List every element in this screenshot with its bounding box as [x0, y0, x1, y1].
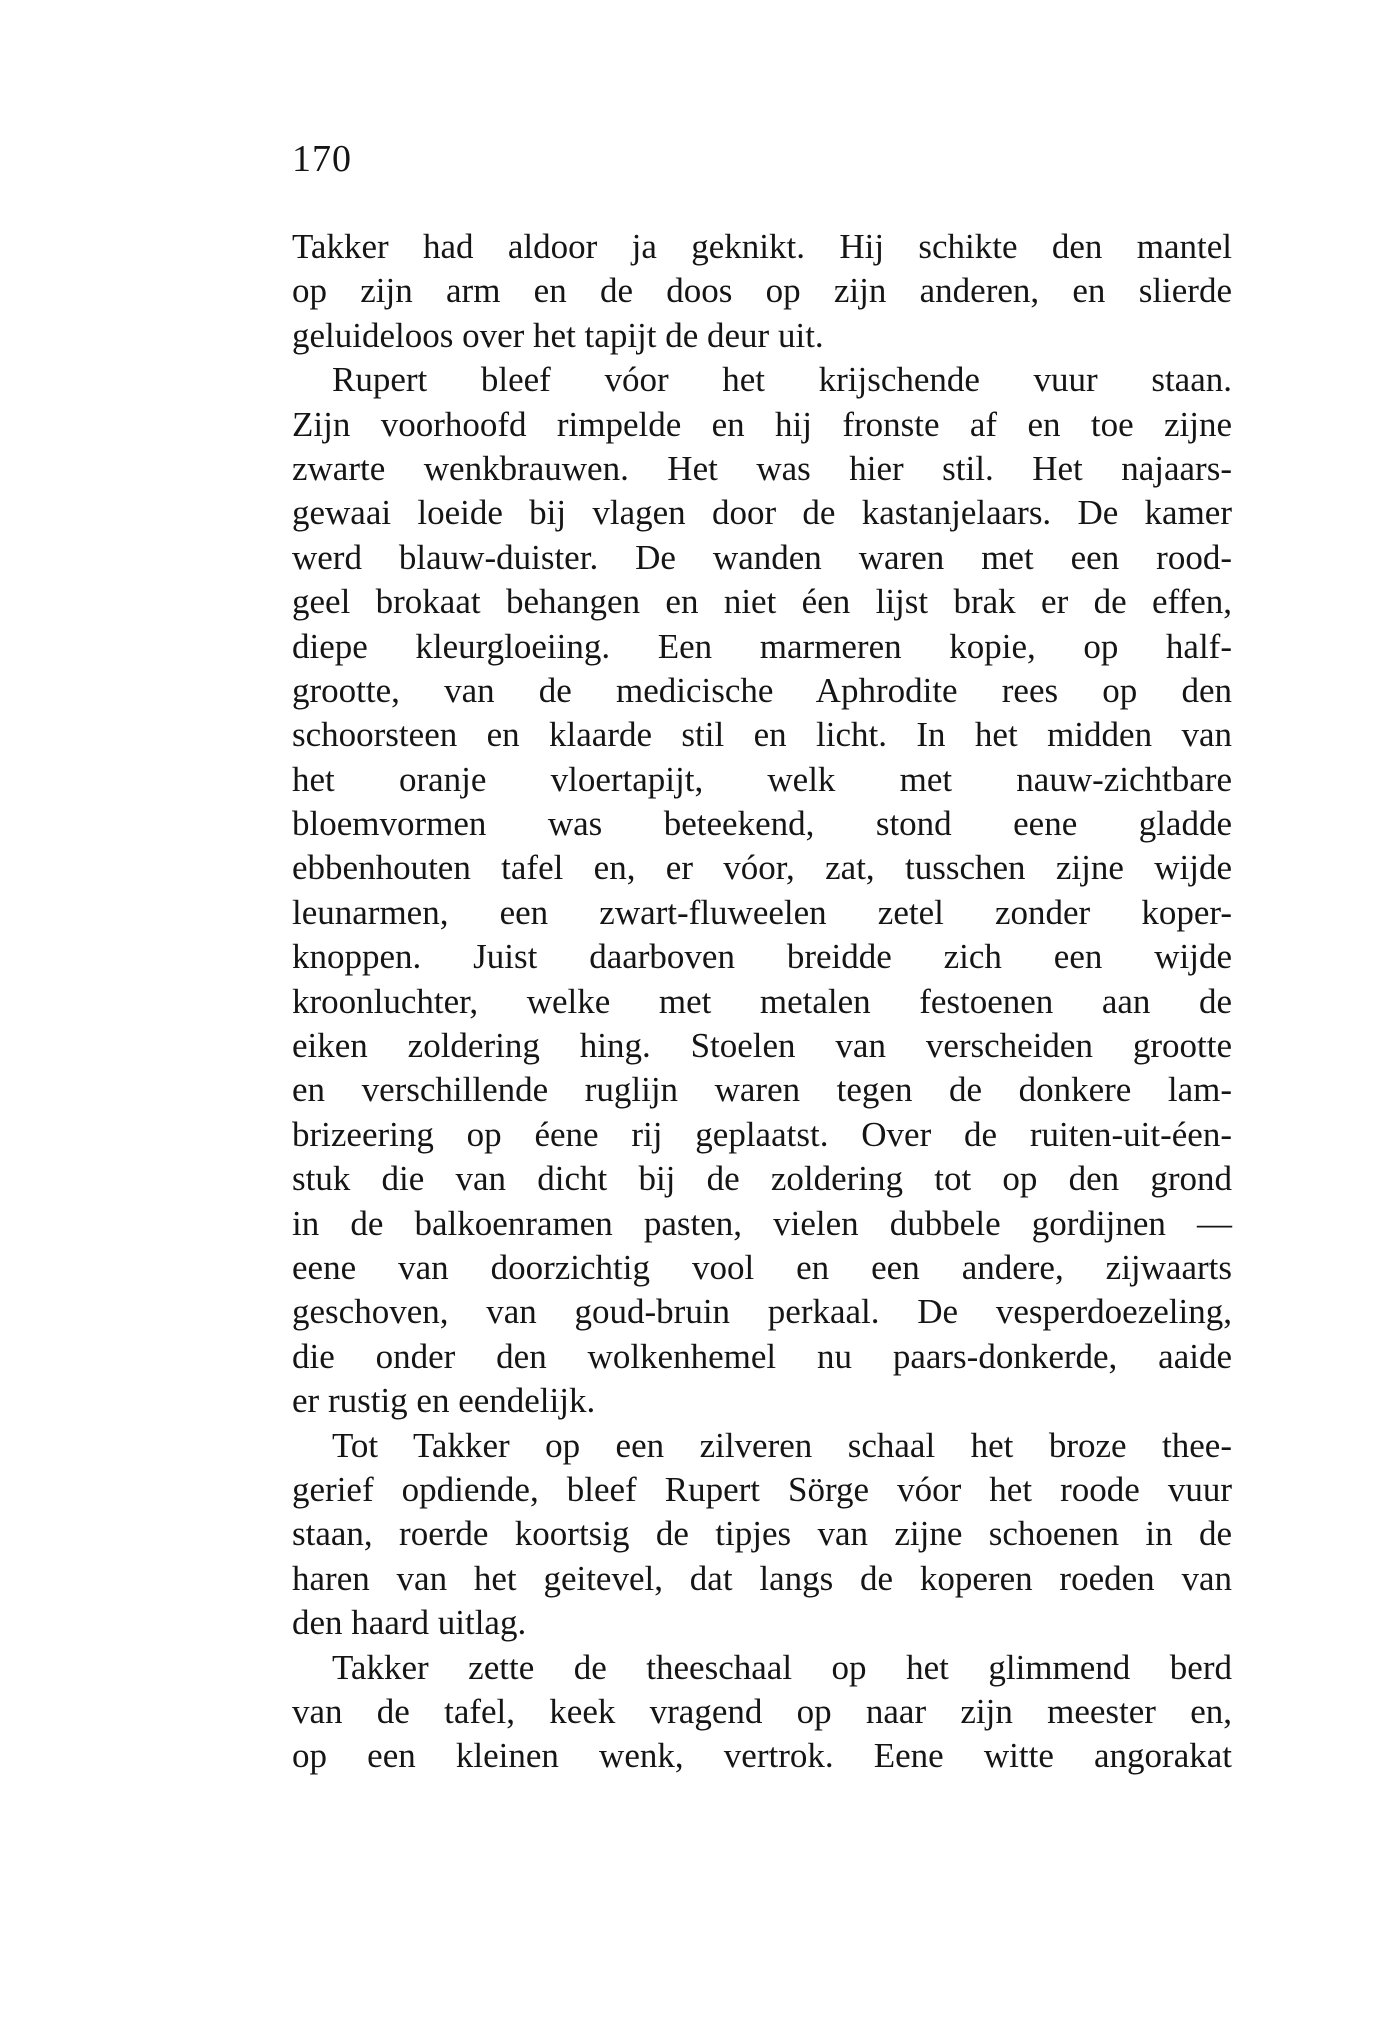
text-line: Tot Takker op een zilveren schaal het broze thee- — [332, 1425, 1232, 1465]
text-line: grootte, van de medicische Aphrodite rees op den — [292, 670, 1232, 710]
text-line: werd blauw-duister. De wanden waren met een rood- — [292, 537, 1232, 577]
page-number: 170 — [292, 138, 352, 180]
text-line: die onder den wolkenhemel nu paars-donkerde, aaide — [292, 1336, 1232, 1376]
text-line: staan, roerde koortsig de tipjes van zijne schoenen in de — [292, 1514, 1232, 1554]
text-line: van de tafel, keek vragend op naar zijn meester en, — [292, 1691, 1232, 1731]
text-line: bloemvormen was beteekend, stond eene gladde — [292, 804, 1232, 844]
text-line: stuk die van dicht bij de zoldering tot op den grond — [292, 1159, 1232, 1199]
text-line: Zijn voorhoofd rimpelde en hij fronste af en toe zijne — [292, 404, 1232, 444]
text-line: kroonluchter, welke met metalen festoenen aan de — [292, 981, 1232, 1021]
text-line: Takker zette de theeschaal op het glimmend berd — [332, 1647, 1232, 1687]
text-body — [292, 225, 1232, 1779]
text-line: den haard uitlag. — [292, 1603, 527, 1643]
text-line: knoppen. Juist daarboven breidde zich een wijde — [292, 937, 1232, 977]
text-line: ebbenhouten tafel en, er vóor, zat, tusschen zijne wijde — [292, 848, 1232, 888]
text-line: haren van het geitevel, dat langs de koperen roeden van — [292, 1558, 1232, 1598]
text-line: leunarmen, een zwart-fluweelen zetel zonder koper- — [292, 892, 1232, 932]
text-line: zwarte wenkbrauwen. Het was hier stil. Het najaars- — [292, 448, 1232, 488]
text-line: diepe kleurgloeiing. Een marmeren kopie, op half- — [292, 626, 1232, 666]
text-line: op een kleinen wenk, vertrok. Eene witte angorakat — [292, 1736, 1232, 1776]
text-line: en verschillende ruglijn waren tegen de donkere lam- — [292, 1070, 1232, 1110]
text-line: het oranje vloertapijt, welk met nauw-zichtbare — [292, 759, 1232, 799]
text-line: Takker had aldoor ja geknikt. Hij schikte den mantel — [292, 227, 1232, 266]
text-line: gewaai loeide bij vlagen door de kastanjelaars. De kamer — [292, 493, 1232, 533]
text-line: eiken zoldering hing. Stoelen van verscheiden grootte — [292, 1026, 1232, 1066]
text-line: eene van doorzichtig vool en een andere, zijwaarts — [292, 1247, 1232, 1287]
text-line: geel brokaat behangen en niet éen lijst brak er de effen, — [292, 582, 1232, 622]
text-line: op zijn arm en de doos op zijn anderen, en slierde — [292, 271, 1232, 311]
text-line: geluideloos over het tapijt de deur uit. — [292, 315, 824, 355]
text-line: in de balkoenramen pasten, vielen dubbele gordijnen — — [292, 1203, 1232, 1243]
text-line: geschoven, van goud-bruin perkaal. De vesperdoezeling, — [292, 1292, 1232, 1332]
text-line: er rustig en eendelijk. — [292, 1381, 596, 1421]
text-line: gerief opdiende, bleef Rupert Sörge vóor het roode vuur — [292, 1469, 1232, 1509]
text-line: schoorsteen en klaarde stil en licht. In het midden van — [292, 715, 1232, 755]
text-line: brizeering op éene rij geplaatst. Over de ruiten-uit-éen- — [292, 1114, 1232, 1154]
text-line: Rupert bleef vóor het krijschende vuur staan. — [332, 360, 1232, 400]
